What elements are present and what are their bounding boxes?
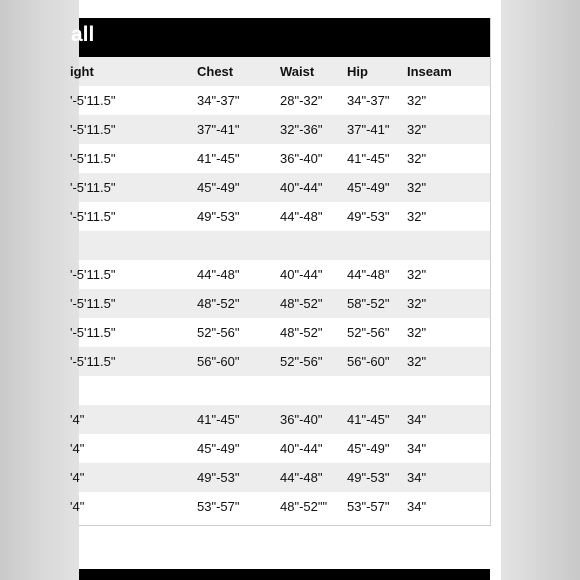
table-row <box>70 289 490 318</box>
inseam-cell: 32" <box>407 93 427 108</box>
table-row <box>70 463 490 492</box>
section-header-row <box>79 231 490 260</box>
table-row <box>70 260 490 289</box>
hip-cell: 37"-41" <box>347 122 390 137</box>
chest-cell: 52"-56" <box>197 325 240 340</box>
chest-cell: 41"-45" <box>197 412 240 427</box>
table-row <box>70 405 490 434</box>
header-hip: Hip <box>347 64 368 79</box>
chest-cell: 41"-45" <box>197 151 240 166</box>
inseam-cell: 34" <box>407 412 427 427</box>
hip-cell: 49"-53" <box>347 470 390 485</box>
chest-cell: 48"-52" <box>197 296 240 311</box>
waist-cell: 40"-44" <box>280 441 323 456</box>
chest-cell: 49"-53" <box>197 209 240 224</box>
table-title: all <box>71 23 95 46</box>
inseam-cell: 32" <box>407 267 427 282</box>
inseam-cell: 34" <box>407 499 427 514</box>
inseam-cell: 32" <box>407 209 427 224</box>
height-cell: '4" <box>70 470 85 485</box>
height-cell: '4" <box>70 499 85 514</box>
inseam-cell: 32" <box>407 151 427 166</box>
hip-cell: 41"-45" <box>347 151 390 166</box>
inseam-cell: 32" <box>407 325 427 340</box>
chest-cell: 45"-49" <box>197 180 240 195</box>
height-cell: '-5'11.5" <box>70 267 116 282</box>
height-cell: '-5'11.5" <box>70 209 116 224</box>
inseam-cell: 32" <box>407 122 427 137</box>
chest-cell: 45"-49" <box>197 441 240 456</box>
inseam-cell: 32" <box>407 180 427 195</box>
chest-cell: 56"-60" <box>197 354 240 369</box>
table-row <box>70 434 490 463</box>
height-cell: '4" <box>70 441 85 456</box>
waist-cell: 44"-48" <box>280 470 323 485</box>
table-row <box>70 144 490 173</box>
height-cell: '-5'11.5" <box>70 325 116 340</box>
chest-cell: 37"-41" <box>197 122 240 137</box>
height-cell: '-5'11.5" <box>70 151 116 166</box>
inseam-cell: 32" <box>407 354 427 369</box>
waist-cell: 36"-40" <box>280 412 323 427</box>
table-row <box>70 115 490 144</box>
height-cell: '4" <box>70 412 85 427</box>
table-row <box>70 318 490 347</box>
waist-cell: 32"-36" <box>280 122 323 137</box>
height-cell: '-5'11.5" <box>70 122 116 137</box>
inseam-cell: 32" <box>407 296 427 311</box>
hip-cell: 44"-48" <box>347 267 390 282</box>
table-row <box>70 347 490 376</box>
waist-cell: 40"-44" <box>280 180 323 195</box>
chest-cell: 53"-57" <box>197 499 240 514</box>
size-chart-page <box>70 0 501 580</box>
waist-cell: 48"-52" <box>280 325 323 340</box>
hip-cell: 52"-56" <box>347 325 390 340</box>
height-cell: '-5'11.5" <box>70 296 116 311</box>
table-row <box>70 492 490 521</box>
height-cell: '-5'11.5" <box>70 93 116 108</box>
section-header-row <box>79 376 490 405</box>
waist-cell: 44"-48" <box>280 209 323 224</box>
header-inseam: Inseam <box>407 64 452 79</box>
chest-cell: 44"-48" <box>197 267 240 282</box>
header-waist: Waist <box>280 64 315 79</box>
inseam-cell: 34" <box>407 470 427 485</box>
table-row <box>70 202 490 231</box>
header-row <box>70 57 490 86</box>
hip-cell: 45"-49" <box>347 441 390 456</box>
header-chest: Chest <box>197 64 234 79</box>
hip-cell: 56"-60" <box>347 354 390 369</box>
hip-cell: 41"-45" <box>347 412 390 427</box>
hip-cell: 45"-49" <box>347 180 390 195</box>
height-cell: '-5'11.5" <box>70 354 116 369</box>
waist-cell: 48"-52"" <box>280 499 328 514</box>
waist-cell: 48"-52" <box>280 296 323 311</box>
inseam-cell: 34" <box>407 441 427 456</box>
hip-cell: 49"-53" <box>347 209 390 224</box>
table-title-bar <box>71 18 490 57</box>
next-table-title-bar <box>79 569 490 580</box>
hip-cell: 58"-52" <box>347 296 390 311</box>
size-chart-table <box>70 18 491 526</box>
waist-cell: 40"-44" <box>280 267 323 282</box>
waist-cell: 36"-40" <box>280 151 323 166</box>
waist-cell: 52"-56" <box>280 354 323 369</box>
table-row <box>70 86 490 115</box>
hip-cell: 34"-37" <box>347 93 390 108</box>
hip-cell: 53"-57" <box>347 499 390 514</box>
waist-cell: 28"-32" <box>280 93 323 108</box>
table-row <box>70 173 490 202</box>
header-height: ight <box>70 64 94 79</box>
height-cell: '-5'11.5" <box>70 180 116 195</box>
chest-cell: 49"-53" <box>197 470 240 485</box>
chest-cell: 34"-37" <box>197 93 240 108</box>
